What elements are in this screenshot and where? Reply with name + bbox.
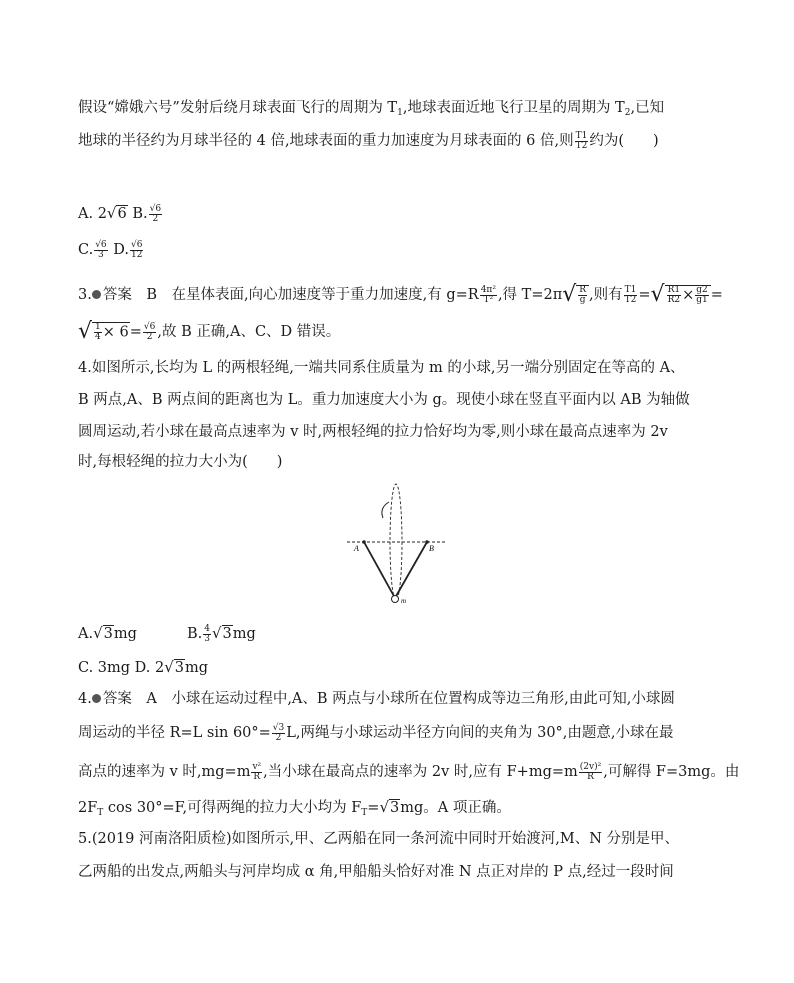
a3-line-2 — [78, 319, 341, 344]
subscript: T — [97, 808, 104, 818]
option-a: A. — [78, 626, 94, 642]
circular-path — [390, 484, 402, 600]
rotation-arrow-icon — [382, 502, 389, 518]
q5-line-2: 乙两船的出发点,两船头与河岸均成 α 角,甲船船头恰好对准 N 点正对岸的 P 点,经过一段时间 — [78, 864, 674, 880]
radical: √6 — [106, 204, 127, 222]
answer-mark-icon — [92, 694, 101, 703]
radical: √ $\frac{R}{g}$ — [562, 285, 589, 305]
text: mg — [185, 660, 209, 676]
option-c: C. — [78, 242, 94, 258]
label-b: B — [429, 544, 434, 553]
text: mg — [232, 626, 256, 642]
text: ,故 B 正确,A、C、D 错误。 — [157, 324, 341, 340]
fraction: $\frac{\text{(2v)²}}{R}$ — [579, 761, 602, 782]
a4-line-3 — [78, 762, 739, 782]
fraction: $\frac{T1}{T2}$ — [624, 284, 637, 305]
text: 假设“嫦娥六号”发射后绕月球表面飞行的周期为 T — [78, 100, 398, 116]
q4-options-ab — [78, 623, 256, 644]
a4-line-1 — [78, 689, 675, 709]
radical: √3 — [164, 658, 185, 676]
ball — [392, 596, 399, 603]
text: = — [638, 287, 651, 303]
q4-line-4: 时,每根轻绳的拉力大小为( ) — [78, 454, 283, 470]
q4-line-2: B 两点,A、B 两点间的距离也为 L。重力加速度大小为 g。现使小球在竖直平面内以 AB 为轴做 — [78, 392, 690, 408]
fraction: $\frac{√6}{2}$ — [143, 321, 156, 342]
q3-line-2 — [78, 131, 659, 151]
radical: √3 — [379, 798, 400, 816]
text: = — [129, 324, 142, 340]
option-c-d: C. 3mg D. 2 — [78, 660, 165, 676]
radical: √3 — [211, 624, 232, 642]
q4-figure — [345, 478, 450, 608]
text: 3. — [78, 287, 92, 303]
q4-line-1: 4.如图所示,长均为 L 的两根轻绳,一端共同系住质量为 m 的小球,另一端分别固定在等高的 A、 — [78, 360, 685, 376]
a4-line-2 — [78, 723, 674, 743]
text: ,已知 — [630, 100, 665, 116]
text: 约为( ) — [589, 133, 659, 149]
text: = — [710, 287, 723, 303]
text: 答案 A 小球在运动过程中,A、B 两点与小球所在位置构成等边三角形,由此可知,小球圆 — [102, 691, 675, 707]
radical: √3 — [93, 624, 113, 642]
q3-options-ab — [78, 203, 163, 224]
rope-b — [395, 542, 427, 598]
text: 地球的半径约为月球半径的 4 倍,地球表面的重力加速度为月球表面的 6 倍,则 — [78, 133, 574, 149]
rope-diagram — [345, 478, 450, 608]
label-a: A — [354, 544, 359, 553]
text: mg。A 项正确。 — [400, 800, 511, 816]
text: 4. — [78, 691, 92, 707]
a3-line-1 — [78, 282, 723, 307]
text: = — [367, 800, 380, 816]
point-a — [362, 540, 366, 544]
subscript: T — [361, 808, 368, 818]
text: 高点的速率为 v 时,mg=m — [78, 764, 251, 780]
text: ,则有 — [589, 287, 623, 303]
fraction: $\frac{√6}{2}$ — [149, 203, 162, 224]
subscript: 1 — [397, 108, 403, 118]
text: 周运动的半径 R=L sin 60°= — [78, 725, 271, 741]
answer-mark-icon — [92, 290, 101, 299]
q3-options-cd — [78, 240, 144, 260]
q3-line-1 — [78, 98, 664, 123]
subscript: 2 — [624, 108, 631, 118]
option-d: D. — [108, 242, 129, 258]
option-b: B. — [127, 206, 148, 222]
a4-line-4 — [78, 797, 511, 823]
q4-line-3: 圆周运动,若小球在最高点速率为 v 时,两根轻绳的拉力恰好均为零,则小球在最高点速率为 2v — [78, 424, 668, 440]
text: 答案 B 在星体表面,向心加速度等于重力加速度,有 g=R — [102, 287, 479, 303]
fraction: $\frac{\text{4π²}}{\text{T²}}$ — [480, 284, 496, 305]
text: 2F — [78, 800, 98, 816]
radical: √ $\frac{R1}{R2}$ × $\frac{g2}{g1}$ — [651, 285, 711, 305]
fraction: $\frac{\text{v²}}{R}$ — [252, 761, 262, 782]
text: cos 30°=F,可得两绳的拉力大小均为 F — [103, 800, 362, 816]
q4-options-cd — [78, 657, 208, 678]
fraction: $\frac{√6}{12}$ — [130, 239, 143, 260]
option-b: B. — [186, 626, 203, 642]
option-a: A. 2 — [78, 206, 107, 222]
radical: √ $\frac{1}{4}$ × 6 — [78, 319, 129, 344]
text: ,当小球在最高点的速率为 2v 时,应有 F+mg=m — [263, 764, 578, 780]
rope-a — [364, 542, 395, 598]
fraction: $\frac{T1}{T2}$ — [575, 130, 588, 151]
text: ,得 T=2π — [497, 287, 563, 303]
fraction: $\frac{4}{3}$ — [204, 623, 210, 644]
label-m: m — [401, 597, 407, 605]
text: mg — [113, 626, 137, 642]
text: L,两绳与小球运动半径方向间的夹角为 30°,由题意,小球在最 — [286, 725, 674, 741]
q5-line-1: 5.(2019 河南洛阳质检)如图所示,甲、乙两船在同一条河流中同时开始渡河,M、N 分别是甲、 — [78, 831, 680, 847]
text: ,可解得 F=3mg。由 — [603, 764, 740, 780]
text: ,地球表面近地飞行卫星的周期为 T — [402, 100, 625, 116]
fraction: $\frac{√6}{3}$ — [95, 239, 107, 260]
fraction: $\frac{√3}{2}$ — [272, 722, 285, 743]
